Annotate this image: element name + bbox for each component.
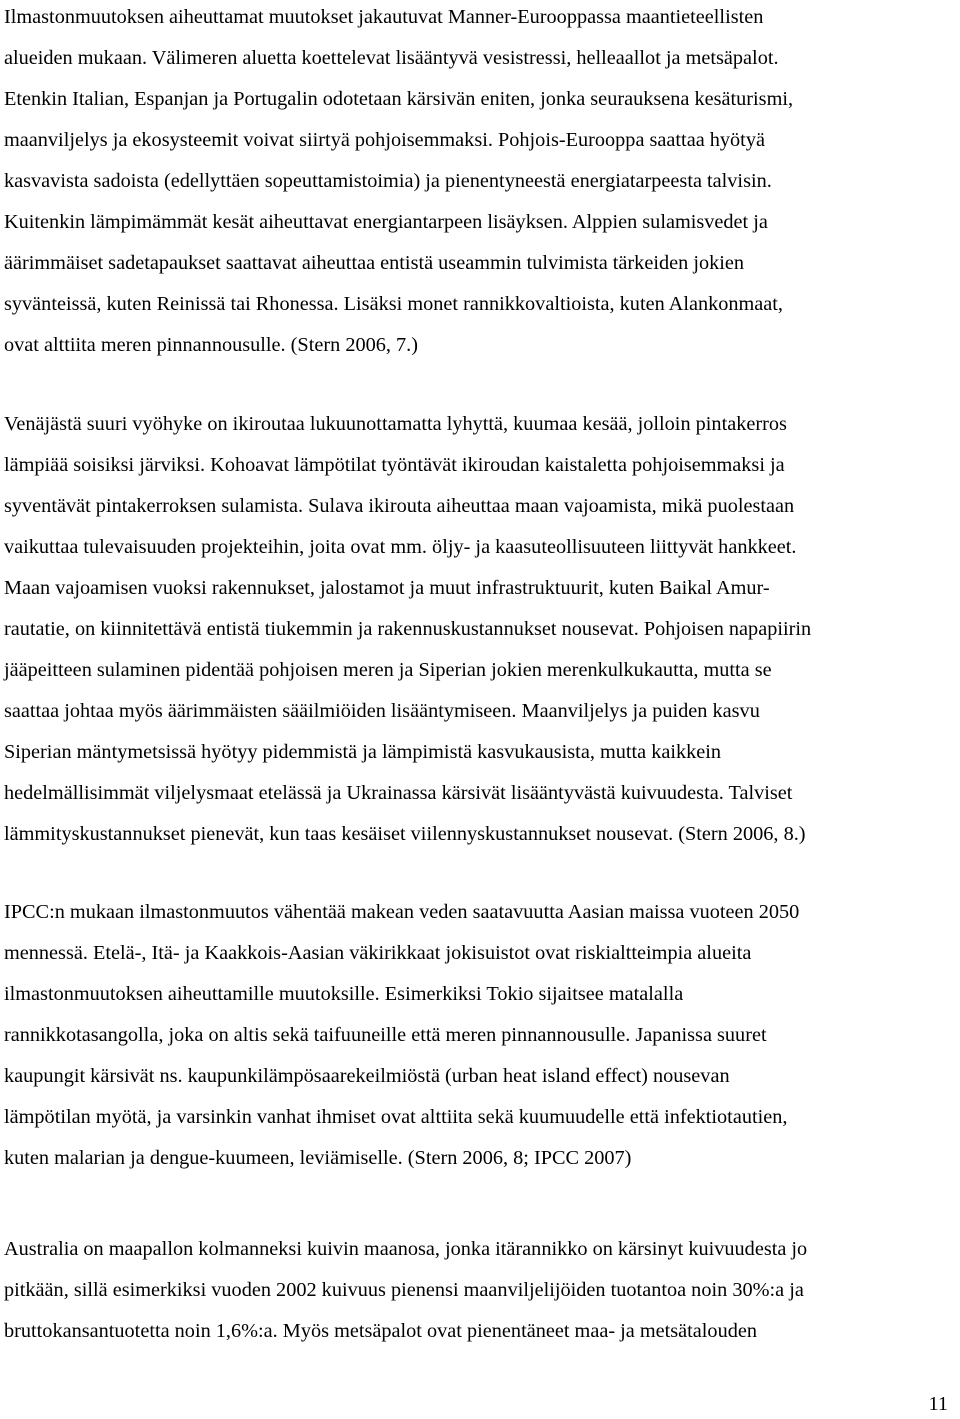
text-line: hedelmällisimmät viljelysmaat etelässä ja Ukrainassa kärsivät lisääntyvästä kuivuudesta. Talviset [4, 782, 793, 804]
text-line: bruttokansantuotetta noin 1,6%:a. Myös metsäpalot ovat pienentäneet maa- ja metsätalouden [4, 1320, 758, 1342]
text-line: lämpiää soisiksi järviksi. Kohoavat lämpötilat työntävät ikiroudan kaistaletta pohjoisemmaksi ja [4, 454, 785, 476]
paragraph-europe [4, 2, 956, 371]
text-line: kaupungit kärsivät ns. kaupunkilämpösaarekeilmiöstä (urban heat island effect) nousevan [4, 1065, 730, 1087]
text-line: äärimmäiset sadetapaukset saattavat aiheuttaa entistä useammin tulvimista tärkeiden jokien [4, 252, 745, 274]
text-line: rannikkotasangolla, joka on altis sekä taifuuneille että meren pinnannousulle. Japanissa suuret [4, 1024, 767, 1046]
text-line: maanviljelys ja ekosysteemit voivat siirtyä pohjoisemmaksi. Pohjois-Eurooppa saattaa hyötyä [4, 129, 765, 151]
text-line: saattaa johtaa myös äärimmäisten sääilmiöiden lisääntymiseen. Maanviljelys ja puiden kasvu [4, 700, 760, 722]
text-line: kuten malarian ja dengue-kuumeen, leviämiselle. (Stern 2006, 8; IPCC 2007) [4, 1147, 632, 1169]
text-line: IPCC:n mukaan ilmastonmuutos vähentää makean veden saatavuutta Aasian maissa vuoteen 2050 [4, 901, 800, 923]
text-line: Etenkin Italian, Espanjan ja Portugalin odotetaan kärsivän eniten, jonka seurauksena kesäturismi, [4, 88, 794, 110]
text-line: syventävät pintakerroksen sulamista. Sulava ikirouta aiheuttaa maan vajoamista, mikä puolestaan [4, 495, 795, 517]
text-line: kasvavista sadoista (edellyttäen sopeuttamistoimia) ja pienentyneestä energiatarpeesta talvisin. [4, 170, 772, 192]
text-line: rautatie, on kiinnitettävä entistä tiukemmin ja rakennuskustannukset nousevat. Pohjoisen napapiirin [4, 618, 812, 640]
text-line: ilmastonmuutoksen aiheuttamille muutoksille. Esimerkiksi Tokio sijaitsee matalalla [4, 983, 684, 1005]
text-line: alueiden mukaan. Välimeren aluetta koettelevat lisääntyvä vesistressi, helleaallot ja metsäpalot. [4, 47, 779, 69]
page-number: 11 [928, 1393, 948, 1415]
text-line: Venäjästä suuri vyöhyke on ikiroutaa lukuunottamatta lyhyttä, kuumaa kesää, jolloin pintakerros [4, 413, 787, 435]
paragraph-asia [4, 897, 956, 1184]
paragraph-australia [4, 1234, 956, 1357]
text-line: ovat alttiita meren pinnannousulle. (Stern 2006, 7.) [4, 334, 418, 356]
text-line: lämpötilan myötä, ja varsinkin vanhat ihmiset ovat alttiita sekä kuumuudelle että infektiotautien, [4, 1106, 788, 1128]
text-line: jääpeitteen sulaminen pidentää pohjoisen meren ja Siperian jokien merenkulkukautta, mutta se [4, 659, 772, 681]
text-line: Siperian mäntymetsissä hyötyy pidemmistä ja lämpimistä kasvukausista, mutta kaikkein [4, 741, 722, 763]
text-line: Australia on maapallon kolmanneksi kuivin maanosa, jonka itärannikko on kärsinyt kuivuudesta jo [4, 1238, 808, 1260]
text-line: lämmityskustannukset pienevät, kun taas kesäiset viilennyskustannukset nousevat. (Stern 2006, 8.) [4, 823, 806, 845]
paragraph-russia [4, 409, 956, 860]
text-line: mennessä. Etelä-, Itä- ja Kaakkois-Aasian väkirikkaat jokisuistot ovat riskialtteimpia alueita [4, 942, 752, 964]
text-line: Kuitenkin lämpimämmät kesät aiheuttavat energiantarpeen lisäyksen. Alppien sulamisvedet ja [4, 211, 768, 233]
text-line: vaikuttaa tulevaisuuden projekteihin, joita ovat mm. öljy- ja kaasuteollisuuteen liittyvät hankkeet. [4, 536, 797, 558]
text-line: pitkään, sillä esimerkiksi vuoden 2002 kuivuus pienensi maanviljelijöiden tuotantoa noin 30%:a ja [4, 1279, 804, 1301]
text-line: Ilmastonmuutoksen aiheuttamat muutokset jakautuvat Manner-Eurooppassa maantieteellisten [4, 6, 764, 28]
text-line: syvänteissä, kuten Reinissä tai Rhonessa. Lisäksi monet rannikkovaltioista, kuten Alankonmaat, [4, 293, 784, 315]
text-line: Maan vajoamisen vuoksi rakennukset, jalostamot ja muut infrastruktuurit, kuten Baikal Amur- [4, 577, 770, 599]
